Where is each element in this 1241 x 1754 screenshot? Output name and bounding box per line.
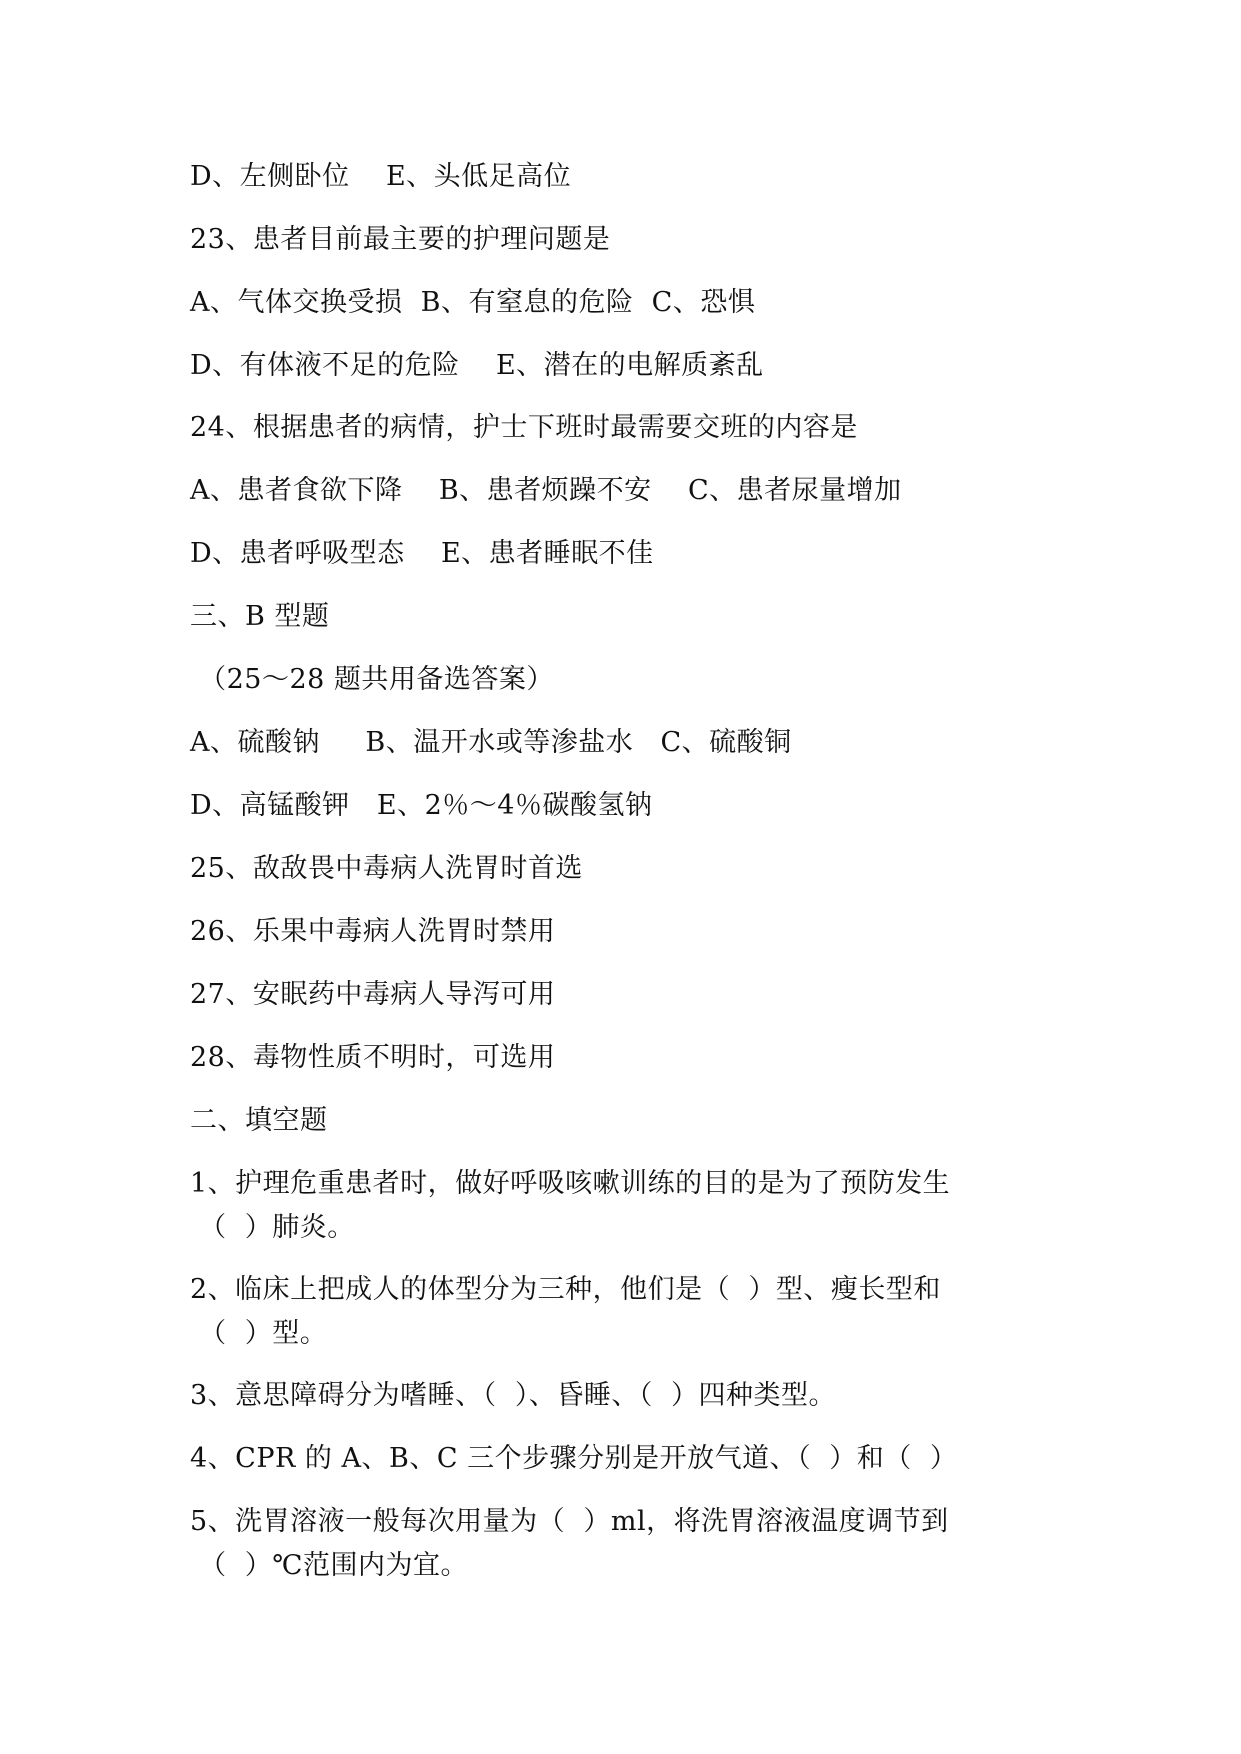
question-28: 28、毒物性质不明时，可选用 (190, 1042, 556, 1073)
option-line-q23-abc: A、气体交换受损 B、有窒息的危险 C、恐惧 (190, 287, 756, 318)
option-line-q24-abc: A、患者食欲下降 B、患者烦躁不安 C、患者尿量增加 (190, 475, 902, 506)
fill-question-4: 4、CPR 的 A、B、C 三个步骤分别是开放气道、（ ）和（ ） (190, 1443, 958, 1474)
question-26: 26、乐果中毒病人洗胃时禁用 (190, 916, 556, 947)
option-line-q22-de: D、左侧卧位 E、头低足高位 (190, 161, 572, 192)
option-line-shared-de: D、高锰酸钾 E、2％～4％碳酸氢钠 (190, 790, 653, 821)
question-23: 23、患者目前最主要的护理问题是 (190, 224, 611, 255)
section-heading-b-type: 三、B 型题 (190, 601, 330, 632)
question-24: 24、根据患者的病情，护士下班时最需要交班的内容是 (190, 412, 858, 443)
fill-question-3: 3、意思障碍分为嗜睡、（ ）、昏睡、（ ）四种类型。 (190, 1380, 837, 1411)
fill-question-1: 1、护理危重患者时，做好呼吸咳嗽训练的目的是为了预防发生 （ ）肺炎。 (190, 1168, 951, 1243)
option-line-shared-abc: A、硫酸钠 B、温开水或等渗盐水 C、硫酸铜 (190, 727, 792, 758)
option-line-q23-de: D、有体液不足的危险 E、潜在的电解质紊乱 (190, 350, 764, 381)
fill-question-5: 5、洗胃溶液一般每次用量为（ ）ml，将洗胃溶液温度调节到 （ ）℃范围内为宜。 (190, 1506, 949, 1581)
question-27: 27、安眠药中毒病人导泻可用 (190, 979, 556, 1010)
fill-question-2: 2、临床上把成人的体型分为三种，他们是（ ）型、瘦长型和 （ ）型。 (190, 1274, 941, 1349)
section-heading-fill-in: 二、填空题 (190, 1105, 328, 1136)
question-25: 25、敌敌畏中毒病人洗胃时首选 (190, 853, 583, 884)
shared-options-note: （25～28 题共用备选答案） (190, 664, 554, 695)
option-line-q24-de: D、患者呼吸型态 E、患者睡眠不佳 (190, 538, 654, 569)
